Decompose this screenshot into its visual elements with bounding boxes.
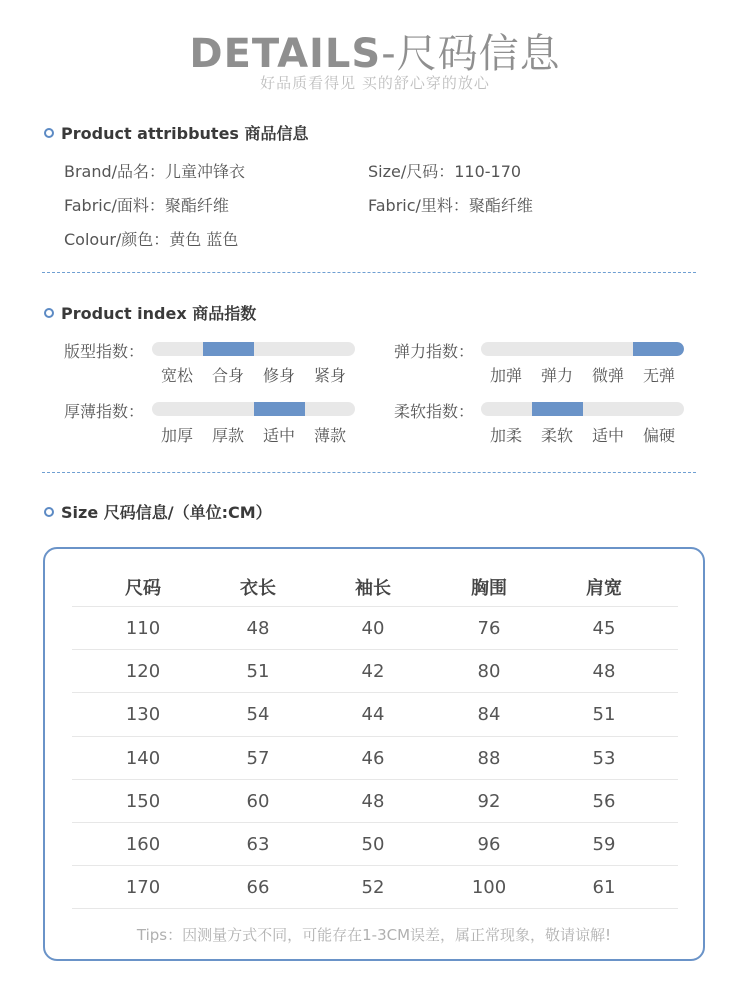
option-label: 宽松: [161, 366, 194, 385]
index-label-elasticity: 弹力指数：: [394, 342, 475, 361]
circle-bullet-icon: [44, 507, 54, 517]
column-header: 衣长: [240, 578, 276, 599]
index-bar-fit: [152, 342, 355, 356]
table-cell: 100: [471, 877, 507, 899]
table-cell: 150: [125, 790, 161, 812]
index-options-fit: [161, 363, 365, 386]
row-divider: [72, 779, 678, 780]
table-cell: 76: [477, 618, 501, 639]
table-cell: 44: [361, 704, 385, 726]
table-cell: 170: [125, 877, 161, 899]
table-cell: 160: [125, 834, 161, 855]
circle-bullet-icon: [44, 128, 54, 138]
table-cell: 48: [592, 661, 616, 683]
column-header: 胸围: [471, 578, 507, 599]
option-label: 厚款: [212, 426, 245, 445]
index-label-fit: 版型指数：: [64, 342, 145, 361]
table-cell: 48: [246, 618, 270, 639]
row-divider: [72, 736, 678, 737]
table-cell: 51: [592, 704, 616, 726]
attr-fabric: Fabric/面料：聚酯纤维: [64, 196, 229, 215]
table-cell: 84: [477, 704, 501, 726]
row-divider: [72, 822, 678, 823]
row-divider: [72, 908, 678, 909]
attr-size: Size/尺码：110-170: [368, 162, 522, 181]
column-header: 肩宽: [586, 578, 622, 599]
table-cell: 40: [361, 618, 385, 639]
circle-bullet-icon: [44, 308, 54, 318]
table-cell: 140: [125, 747, 161, 769]
attributes-heading-text: Product attribbutes 商品信息: [61, 124, 309, 143]
row-divider: [72, 692, 678, 693]
option-label: 柔软: [541, 426, 574, 445]
table-cell: 57: [246, 747, 270, 769]
column-header: 尺码: [125, 578, 161, 599]
index-bar-softness: [481, 402, 684, 416]
attr-brand: Brand/品名：儿童冲锋衣: [64, 162, 246, 181]
index-options-elasticity: [490, 363, 694, 386]
row-divider: [72, 865, 678, 866]
table-cell: 60: [246, 790, 270, 812]
table-cell: 56: [592, 790, 616, 812]
size-heading-text: Size 尺码信息/（单位:CM）: [61, 503, 272, 522]
table-cell: 53: [592, 747, 616, 769]
option-label: 偏硬: [643, 426, 676, 445]
table-cell: 88: [477, 747, 501, 769]
index-heading: [44, 301, 256, 324]
option-label: 加弹: [490, 366, 523, 385]
title-en: DETAILS: [189, 31, 382, 77]
option-label: 微弹: [592, 366, 625, 385]
index-label-softness: 柔软指数：: [394, 402, 475, 421]
option-label: 适中: [592, 426, 625, 445]
table-cell: 92: [477, 790, 501, 812]
table-cell: 59: [592, 834, 616, 855]
option-label: 无弹: [643, 366, 676, 385]
row-divider: [72, 649, 678, 650]
title-cn: -尺码信息: [381, 31, 561, 77]
index-label-thickness: 厚薄指数：: [64, 402, 145, 421]
option-label: 加柔: [490, 426, 523, 445]
attr-lining: Fabric/里料：聚酯纤维: [368, 196, 533, 215]
divider: [42, 472, 696, 473]
index-bar-fill: [203, 342, 254, 356]
index-heading-text: Product index 商品指数: [61, 304, 257, 323]
table-cell: 48: [361, 790, 385, 812]
table-cell: 96: [477, 834, 501, 855]
option-label: 合身: [212, 366, 245, 385]
option-label: 薄款: [314, 426, 347, 445]
table-cell: 42: [361, 661, 385, 683]
size-tips: Tips：因测量方式不同，可能存在1-3CM误差，属正常现象，敬请谅解!: [136, 926, 612, 944]
attributes-heading: [44, 121, 309, 144]
table-cell: 130: [125, 704, 161, 726]
index-bar-fill: [633, 342, 684, 356]
page-subtitle: 好品质看得见 买的舒心穿的放心: [260, 74, 490, 92]
table-cell: 46: [361, 747, 385, 769]
attr-colour: Colour/颜色：黄色 蓝色: [64, 230, 239, 249]
option-label: 紧身: [314, 366, 347, 385]
index-bar-thickness: [152, 402, 355, 416]
index-bar-fill: [532, 402, 583, 416]
row-divider: [72, 606, 678, 607]
option-label: 加厚: [161, 426, 194, 445]
option-label: 修身: [263, 366, 296, 385]
divider: [42, 272, 696, 273]
size-heading: [44, 500, 272, 523]
index-bar-elasticity: [481, 342, 684, 356]
table-cell: 80: [477, 661, 501, 683]
table-cell: 61: [592, 877, 616, 899]
option-label: 适中: [263, 426, 296, 445]
table-cell: 110: [125, 618, 161, 639]
column-header: 袖长: [355, 578, 391, 599]
index-options-softness: [490, 423, 694, 446]
table-cell: 51: [246, 661, 270, 683]
table-cell: 54: [246, 704, 270, 726]
index-bar-fill: [254, 402, 305, 416]
table-cell: 66: [246, 877, 270, 899]
option-label: 弹力: [541, 366, 574, 385]
table-cell: 45: [592, 618, 616, 639]
page-title: [0, 22, 750, 79]
index-options-thickness: [161, 423, 365, 446]
table-cell: 120: [125, 661, 161, 683]
table-cell: 63: [246, 834, 270, 855]
table-cell: 50: [361, 834, 385, 855]
table-cell: 52: [361, 877, 385, 899]
